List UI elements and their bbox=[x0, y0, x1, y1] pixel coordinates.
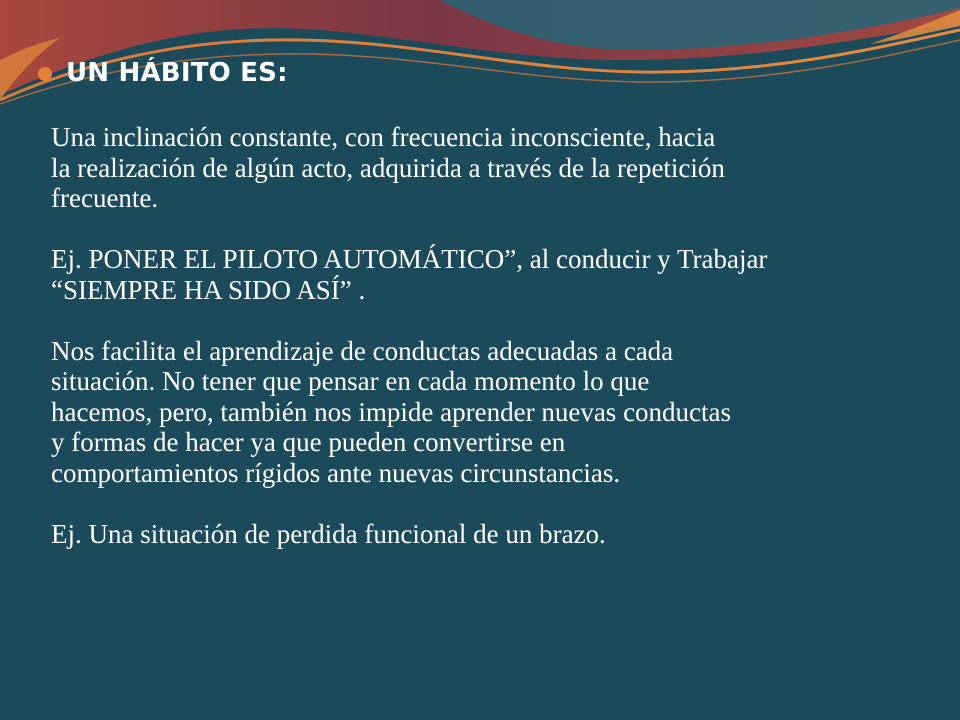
slide-heading: UN HÁBITO ES: bbox=[66, 58, 288, 88]
paragraph-explanation: Nos facilita el aprendizaje de conductas adecuadas a cada situación. No tener que pensar en cada momento lo que hacemos, pero, también nos impide aprender nuevas conductas y formas de hacer ya que pueden convertirse en comportamientos rígidos ante nuevas circunstancias. bbox=[51, 335, 732, 488]
slide-body bbox=[51, 122, 941, 549]
paragraph-example-2: Ej. Una situación de perdida funcional de un brazo. bbox=[51, 518, 606, 549]
paragraph-definition: Una inclinación constante, con frecuencia inconsciente, hacia la realización de algún acto, adquirida a través de la repetición frecuente. bbox=[51, 122, 725, 213]
heading-row bbox=[38, 58, 288, 88]
bullet-icon bbox=[38, 67, 52, 81]
paragraph-example-1: Ej. PONER EL PILOTO AUTOMÁTICO”, al conducir y Trabajar “SIEMPRE HA SIDO ASÍ” . bbox=[51, 244, 768, 305]
